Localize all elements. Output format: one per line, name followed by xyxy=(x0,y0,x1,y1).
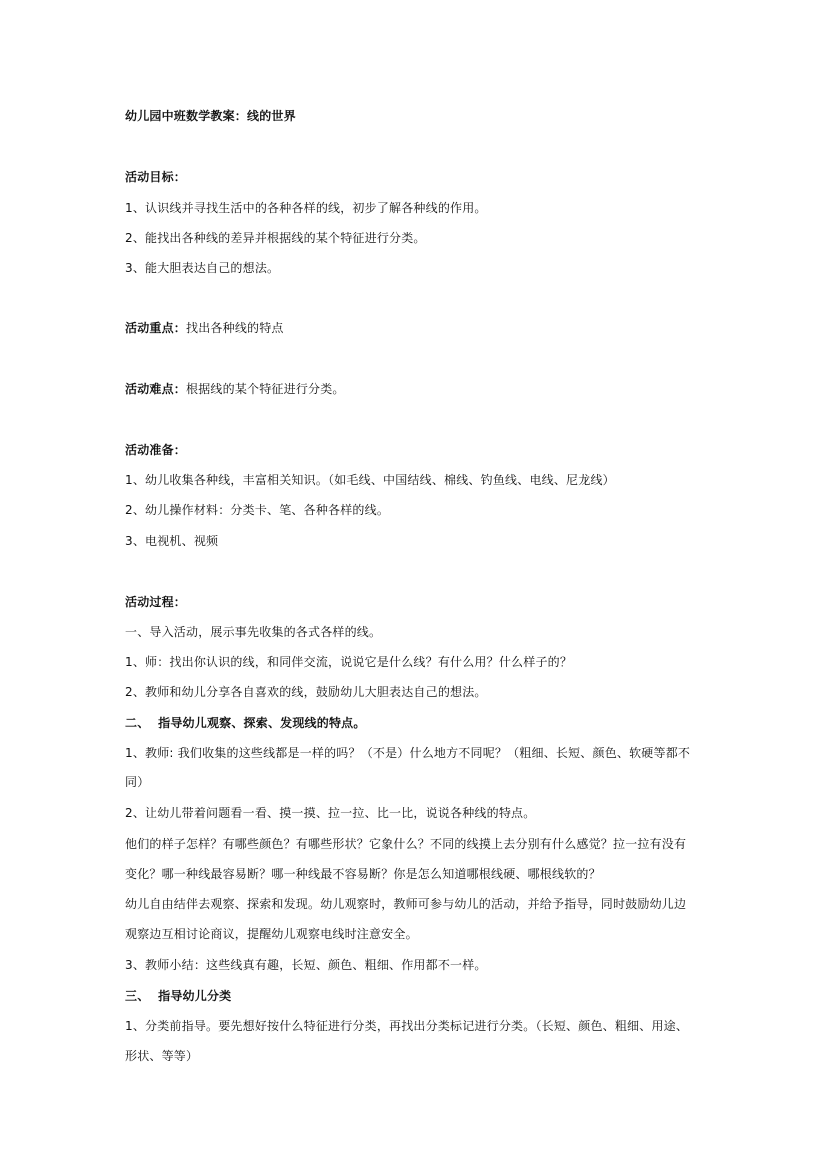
preparation-heading: 活动准备： xyxy=(125,443,187,457)
document-title: 幼儿园中班数学教案：线的世界 xyxy=(125,109,296,123)
section1-item: 1、师：找出你认识的线，和同伴交流，说说它是什么线？有什么用？什么样子的？ xyxy=(125,655,573,669)
process-heading: 活动过程： xyxy=(125,595,187,609)
section3-title: 三、 指导幼儿分类 xyxy=(125,989,232,1003)
section2-item3: 3、教师小结：这些线真有趣，长短、颜色、粗细、作用都不一样。 xyxy=(125,958,487,972)
section2-questions-line2: 变化？哪一种线最容易断？哪一种线最不容易断？你是怎么知道哪根线硬、哪根线软的？ xyxy=(125,867,601,881)
section3-item1-line2: 形状、等等） xyxy=(125,1049,199,1063)
section2-title: 二、 指导幼儿观察、探索、发现线的特点。 xyxy=(125,716,366,730)
section3-item1-line1: 1、分类前指导。要先想好按什么特征进行分类，再找出分类标记进行分类。（长短、颜色、粗细、用途、 xyxy=(125,1019,689,1033)
goal-item: 1、认识线并寻找生活中的各种各样的线，初步了解各种线的作用。 xyxy=(125,201,487,215)
goal-item: 2、能找出各种线的差异并根据线的某个特征进行分类。 xyxy=(125,231,426,245)
section2-item1-line1: 1、教师: 我们收集的这些线都是一样的吗？（不是）什么地方不同呢？（粗细、长短、颜色、软硬等都不 xyxy=(125,746,691,760)
goals-heading: 活动目标： xyxy=(125,170,187,184)
preparation-item: 1、幼儿收集各种线，丰富相关知识。（如毛线、中国结线、棉线、钓鱼线、电线、尼龙线） xyxy=(125,473,615,487)
section2-item2: 2、让幼儿带着问题看一看、摸一摸、拉一拉、比一比，说说各种线的特点。 xyxy=(125,806,536,820)
preparation-item: 2、幼儿操作材料：分类卡、笔、各种各样的线。 xyxy=(125,503,390,517)
difficulty-text: 根据线的某个特征进行分类。 xyxy=(186,382,345,396)
section1-title: 一、导入活动，展示事先收集的各式各样的线。 xyxy=(125,625,382,639)
key-point-label: 活动重点： xyxy=(125,321,187,335)
preparation-item: 3、电视机、视频 xyxy=(125,534,219,548)
difficulty-line xyxy=(125,381,345,397)
section2-item1-line2: 同） xyxy=(125,775,150,789)
key-point-line xyxy=(125,320,284,336)
difficulty-label: 活动难点： xyxy=(125,382,187,396)
key-point-text: 找出各种线的特点 xyxy=(186,321,284,335)
goal-item: 3、能大胆表达自己的想法。 xyxy=(125,261,280,275)
section2-free-line2: 观察边互相讨论商议，提醒幼儿观察电线时注意安全。 xyxy=(125,927,418,941)
section1-item: 2、教师和幼儿分享各自喜欢的线，鼓励幼儿大胆表达自己的想法。 xyxy=(125,685,487,699)
section2-questions-line1: 他们的样子怎样？有哪些颜色？有哪些形状？它象什么？不同的线摸上去分别有什么感觉？拉一拉有没有 xyxy=(125,837,687,851)
section2-free-line1: 幼儿自由结伴去观察、探索和发现。幼儿观察时，教师可参与幼儿的活动，并给予指导，同时鼓励幼儿边 xyxy=(125,897,687,911)
